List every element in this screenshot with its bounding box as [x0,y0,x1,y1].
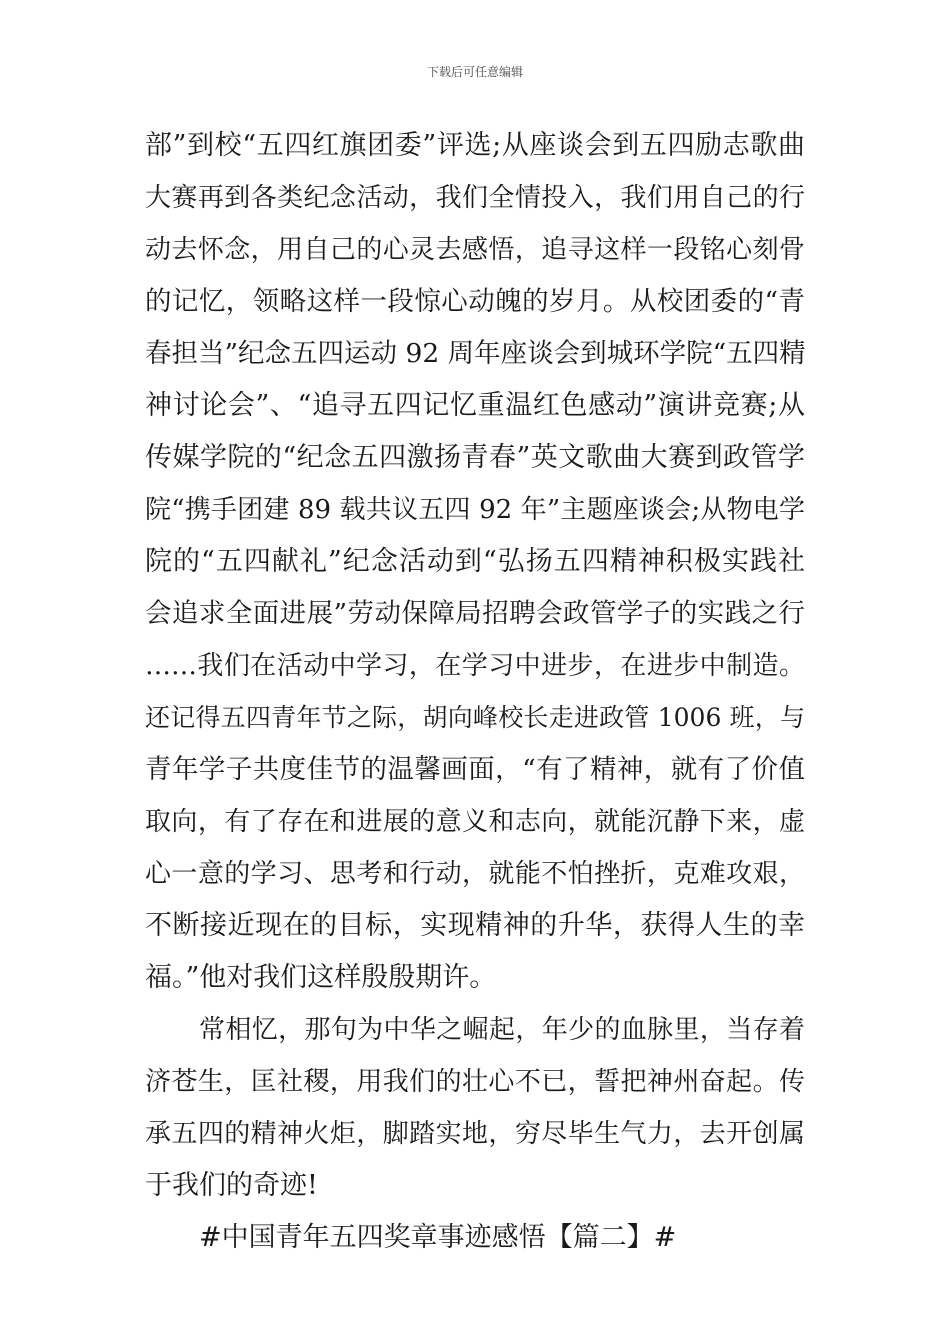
text-line-1: 部”到校“五四红旗团委”评选;从座谈会到五四励志歌曲 [145,130,805,161]
text-line-4: 的记忆，领略这样一段惊心动魄的岁月。从校团委的“青 [145,286,805,317]
text-line-2: 大赛再到各类纪念活动，我们全情投入，我们用自己的行 [145,183,805,213]
text-line-18: 常相忆，那句为中华之崛起，年少的血脉里，当存着 [199,1015,805,1045]
section-heading: #中国青年五四奖章事迹感悟【篇二】# [199,1222,677,1253]
text-line-15: 心一意的学习、思考和行动，就能不怕挫折，克难攻艰， [145,859,805,889]
text-line-12: 还记得五四青年节之际，胡向峰校长走进政管 1006 班，与 [145,703,805,732]
text-line-9: 院的“五四献礼”纪念活动到“弘扬五四精神积极实践社 [145,546,805,577]
text-line-20: 承五四的精神火炬，脚踏实地，穷尽毕生气力，去开创属 [145,1119,805,1149]
text-line-16: 不断接近现在的目标，实现精神的升华，获得人生的幸 [145,910,805,941]
text-line-19: 济苍生，匡社稷，用我们的壮心不已，誓把神州奋起。传 [145,1067,805,1097]
page-header: 下载后可任意编辑 [426,65,523,79]
text-line-3: 动去怀念，用自己的心灵去感悟，追寻这样一段铭心刻骨 [145,235,805,265]
text-line-5: 春担当”纪念五四运动 92 周年座谈会到城环学院“五四精 [145,338,806,369]
text-line-7: 传媒学院的“纪念五四激扬青春”英文歌曲大赛到政管学 [145,442,805,473]
text-line-8: 院“携手团建 89 载共议五四 92 年”主题座谈会;从物电学 [145,495,805,525]
text-line-11: ……我们在活动中学习，在学习中进步，在进步中制造。 [145,651,805,681]
text-line-14: 取向，有了存在和进展的意义和志向，就能沉静下来，虚 [145,807,805,837]
text-line-17: 福。”他对我们这样殷殷期许。 [145,962,497,993]
text-line-10: 会追求全面进展”劳动保障局招聘会政管学子的实践之行 [145,598,805,629]
text-line-6: 神讨论会”、“追寻五四记忆重温红色感动”演讲竞赛;从 [145,390,805,421]
text-line-13: 青年学子共度佳节的温馨画面，“有了精神，就有了价值 [145,754,805,785]
text-line-21: 于我们的奇迹! [145,1170,318,1201]
